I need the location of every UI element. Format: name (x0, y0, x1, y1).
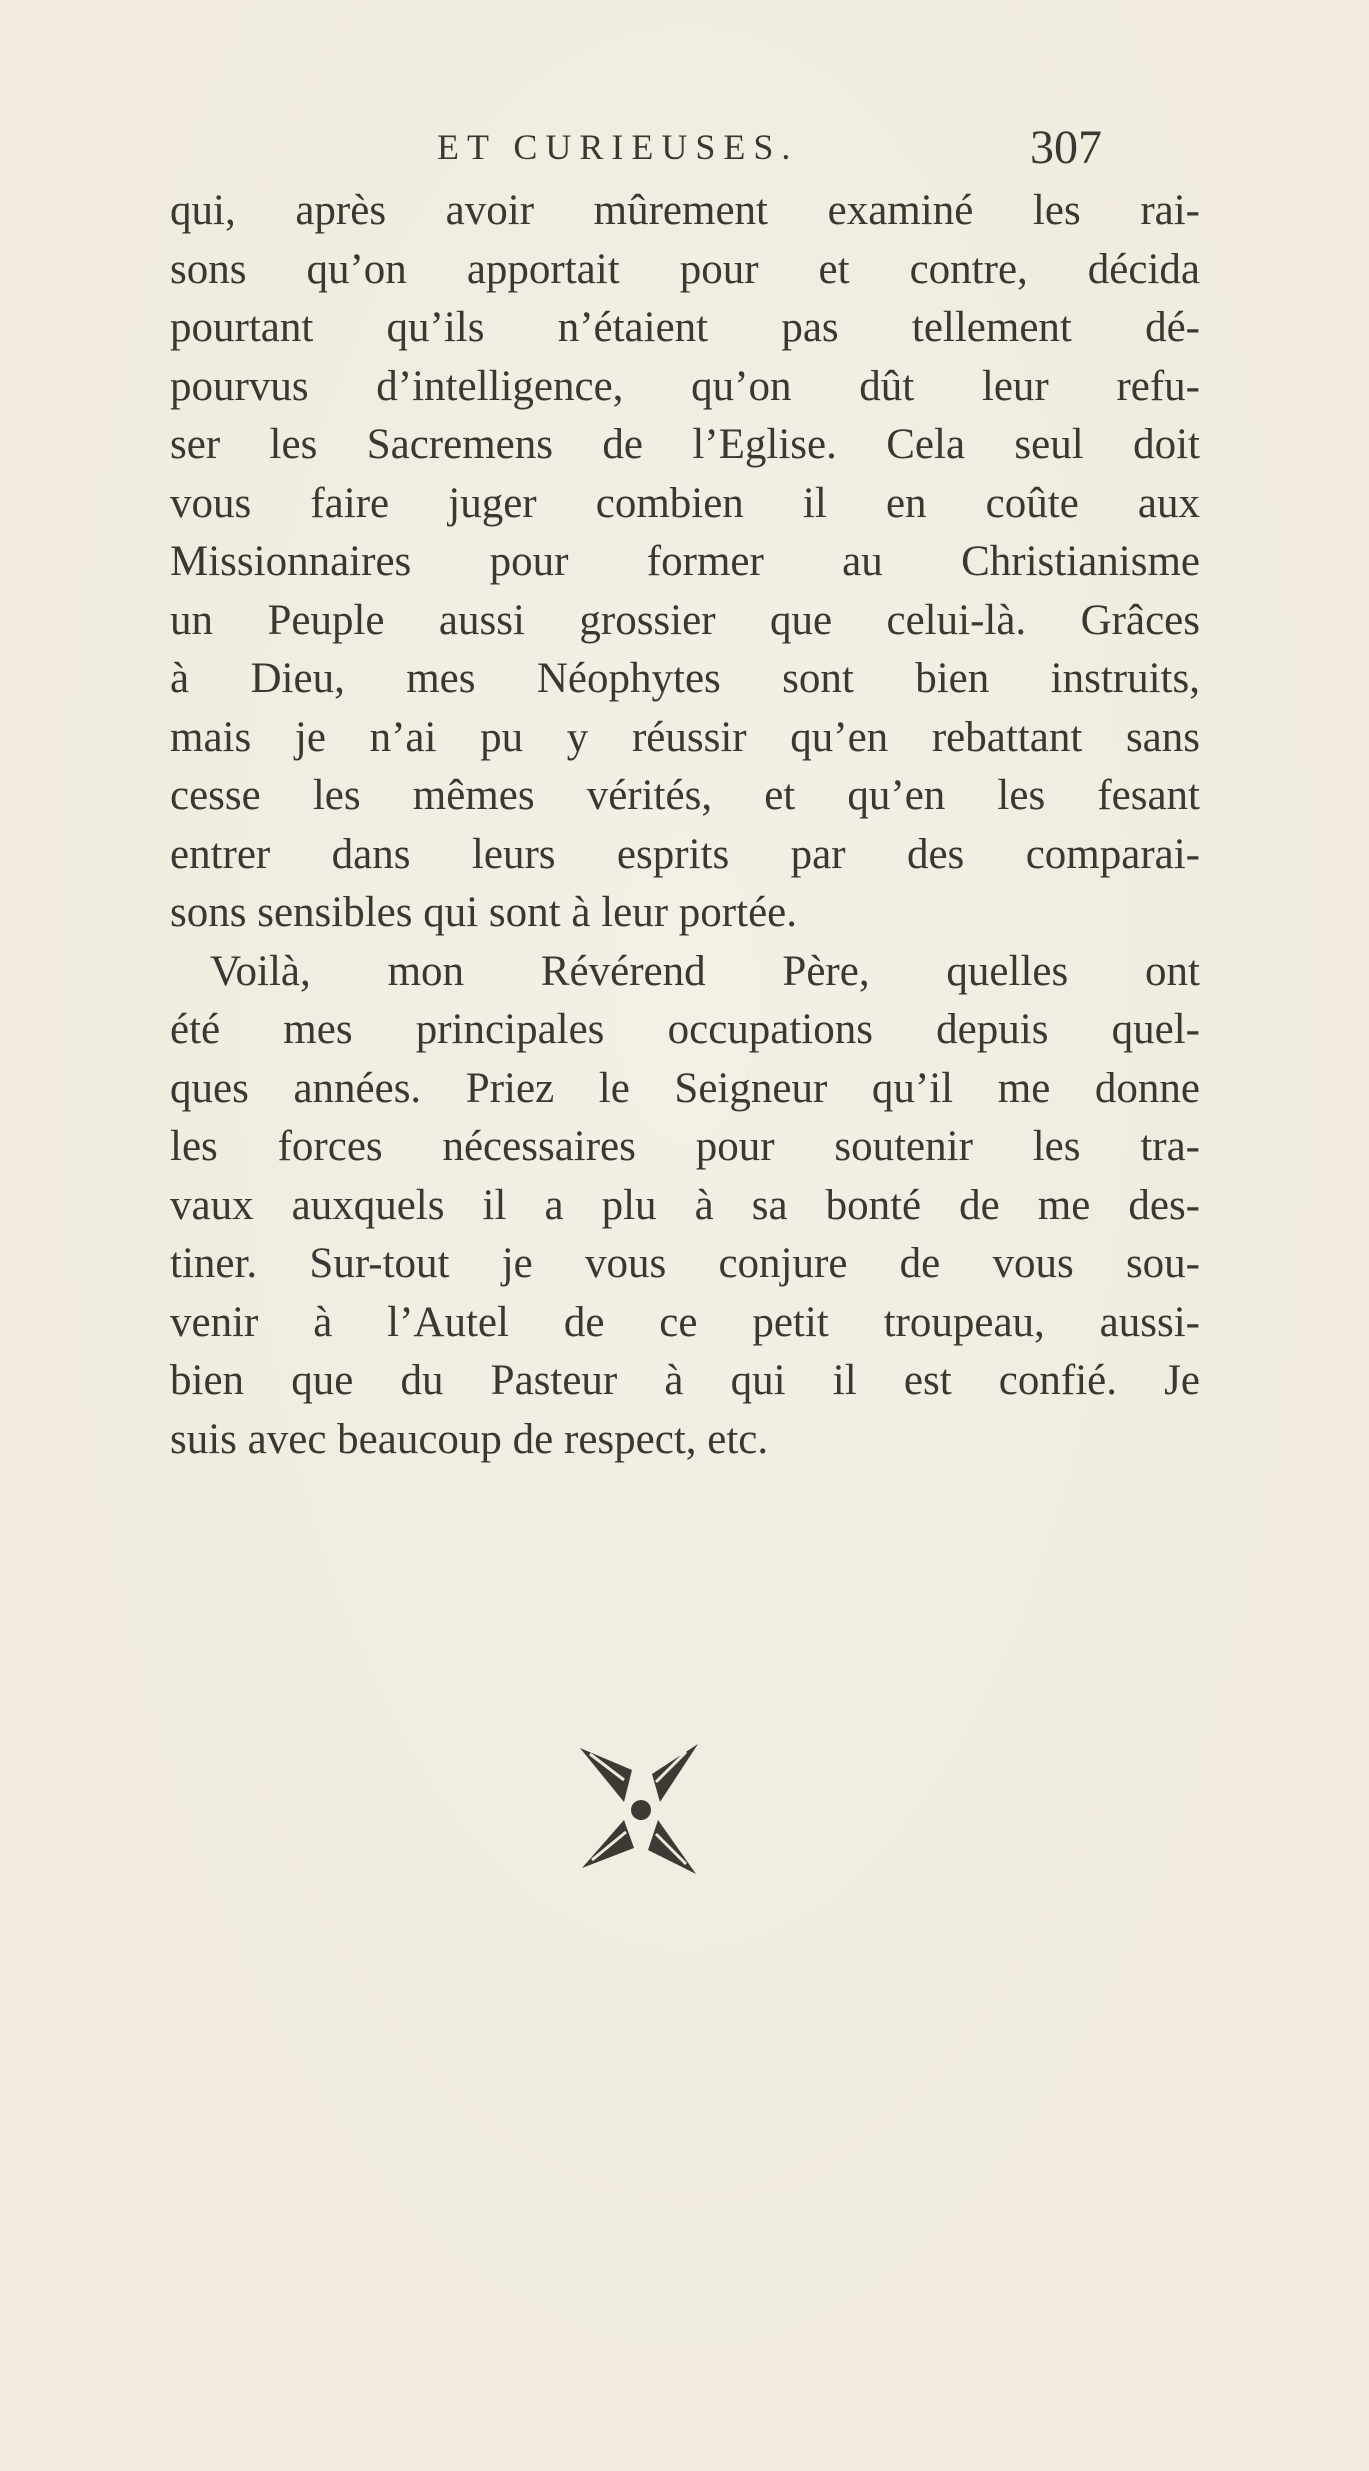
text-line: sons qu’on apportait pour et contre, décida (170, 245, 1200, 293)
text-line: mais je n’ai pu y réussir qu’en rebattant sans (170, 713, 1200, 761)
text-line: été mes principales occupations depuis quel- (170, 1006, 1200, 1053)
text-line: à Dieu, mes Néophytes sont bien instruits, (170, 655, 1200, 702)
text-line: entrer dans leurs esprits par des comparai- (170, 830, 1200, 878)
paragraph-end-line: sons sensibles qui sont à leur portée. (170, 889, 797, 936)
running-head: ET CURIEUSES. (437, 127, 799, 167)
paragraph-start-line: Voilà, mon Révérend Père, quelles ont (210, 947, 1200, 995)
text-line: bien que du Pasteur à qui il est confié. Je (170, 1357, 1200, 1404)
text-line: tiner. Sur-tout je vous conjure de vous sou- (170, 1240, 1200, 1287)
text-line: pourvus d’intelligence, qu’on dût leur refu- (170, 362, 1200, 410)
text-line: vous faire juger combien il en coûte aux (170, 479, 1200, 527)
text-line: ques années. Priez le Seigneur qu’il me donne (170, 1064, 1200, 1112)
text-line: vaux auxquels il a plu à sa bonté de me des- (170, 1181, 1200, 1229)
text-line: un Peuple aussi grossier que celui-là. Grâces (170, 596, 1200, 644)
tailpiece-ornament-icon (574, 1740, 704, 1880)
text-line: Missionnaires pour former au Christianisme (170, 538, 1200, 585)
text-line: pourtant qu’ils n’étaient pas tellement dé- (170, 304, 1200, 351)
text-line: les forces nécessaires pour soutenir les tra- (170, 1123, 1200, 1170)
text-line: qui, après avoir mûrement examiné les rai- (170, 187, 1200, 234)
body-text (170, 182, 1200, 1469)
paragraph-end-line: suis avec beaucoup de respect, etc. (170, 1415, 769, 1463)
page-number: 307 (1030, 121, 1102, 174)
text-line: venir à l’Autel de ce petit troupeau, aussi- (170, 1298, 1200, 1346)
text-line: cesse les mêmes vérités, et qu’en les fesant (170, 772, 1200, 819)
text-line: ser les Sacremens de l’Eglise. Cela seul doit (170, 421, 1200, 468)
